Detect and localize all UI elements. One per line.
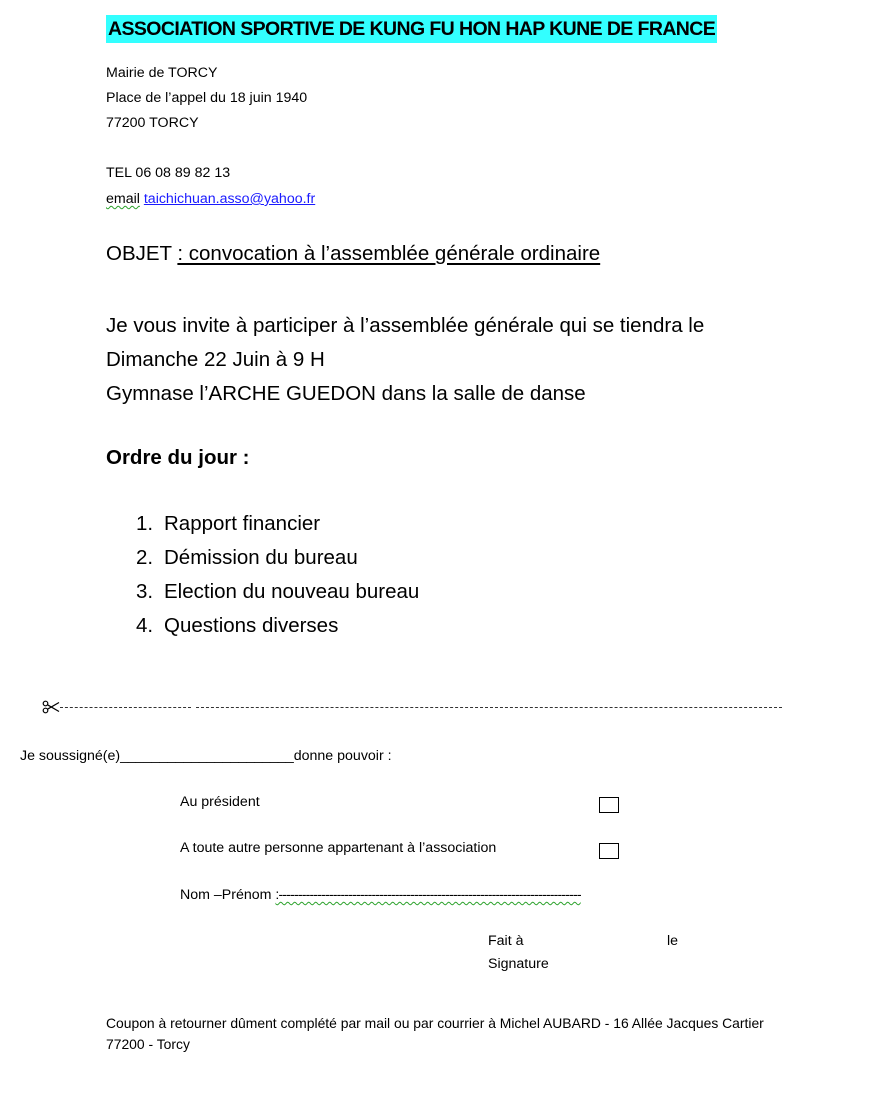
agenda-item: 1. Rapport financier (136, 512, 321, 535)
option-president-label: Au président (180, 794, 260, 810)
nom-prenom-field[interactable]: :------------------------------------------------------------------------------ (275, 887, 581, 903)
tel: TEL 06 08 89 82 13 (106, 165, 231, 181)
cut-line (42, 700, 782, 714)
invitation-line-1: Je vous invite à participer à l’assemblée générale qui se tiendra le (106, 314, 705, 337)
soussigne-blank[interactable]: ______________________ (120, 748, 294, 764)
signature-label: Signature (488, 956, 549, 972)
association-title: ASSOCIATION SPORTIVE DE KUNG FU HON HAP KUNE DE FRANCE (106, 15, 717, 43)
address-line-2: Place de l’appel du 18 juin 1940 (106, 90, 308, 106)
checkbox-president[interactable] (599, 797, 619, 813)
cut-dashes-short (60, 707, 191, 708)
address-block (106, 61, 307, 136)
soussigne-line: Je soussigné(e)______________________donne pouvoir : (20, 748, 392, 764)
objet-line (106, 242, 600, 266)
email-line (106, 187, 315, 212)
objet-label: OBJET (106, 242, 178, 265)
invitation-line-2: Dimanche 22 Juin à 9 H (106, 348, 325, 371)
nom-prenom-line (180, 883, 581, 908)
checkbox-other-person[interactable] (599, 843, 619, 859)
coupon-footer (106, 1013, 764, 1055)
objet-text: : convocation à l’assemblée générale ordinaire (177, 242, 601, 265)
agenda-item: 4. Questions diverses (136, 614, 339, 637)
address-line-1: Mairie de TORCY (106, 65, 218, 81)
footer-line-2: 77200 - Torcy (106, 1036, 190, 1052)
agenda-list (136, 507, 419, 643)
le-label: le (667, 933, 679, 949)
option-other-label: A toute autre personne appartenant à l’association (180, 840, 497, 856)
nom-prenom-label: Nom –Prénom (180, 887, 276, 903)
invitation-line-3: Gymnase l’ARCHE GUEDON dans la salle de danse (106, 382, 586, 405)
scissors-icon (42, 700, 60, 714)
fait-a-label: Fait à (488, 933, 524, 949)
footer-line-1: Coupon à retourner dûment complété par mail ou par courrier à Michel AUBARD - 16 Allée Jacques Cartier (106, 1015, 764, 1031)
agenda-item: 3. Election du nouveau bureau (136, 580, 420, 603)
agenda-item: 2. Démission du bureau (136, 546, 358, 569)
invitation-block (106, 309, 704, 411)
address-line-3: 77200 TORCY (106, 115, 199, 131)
email-link[interactable]: taichichuan.asso@yahoo.fr (143, 191, 316, 207)
cut-dashes-long (196, 707, 782, 708)
email-label: email (106, 191, 140, 207)
agenda-title: Ordre du jour : (106, 446, 250, 469)
